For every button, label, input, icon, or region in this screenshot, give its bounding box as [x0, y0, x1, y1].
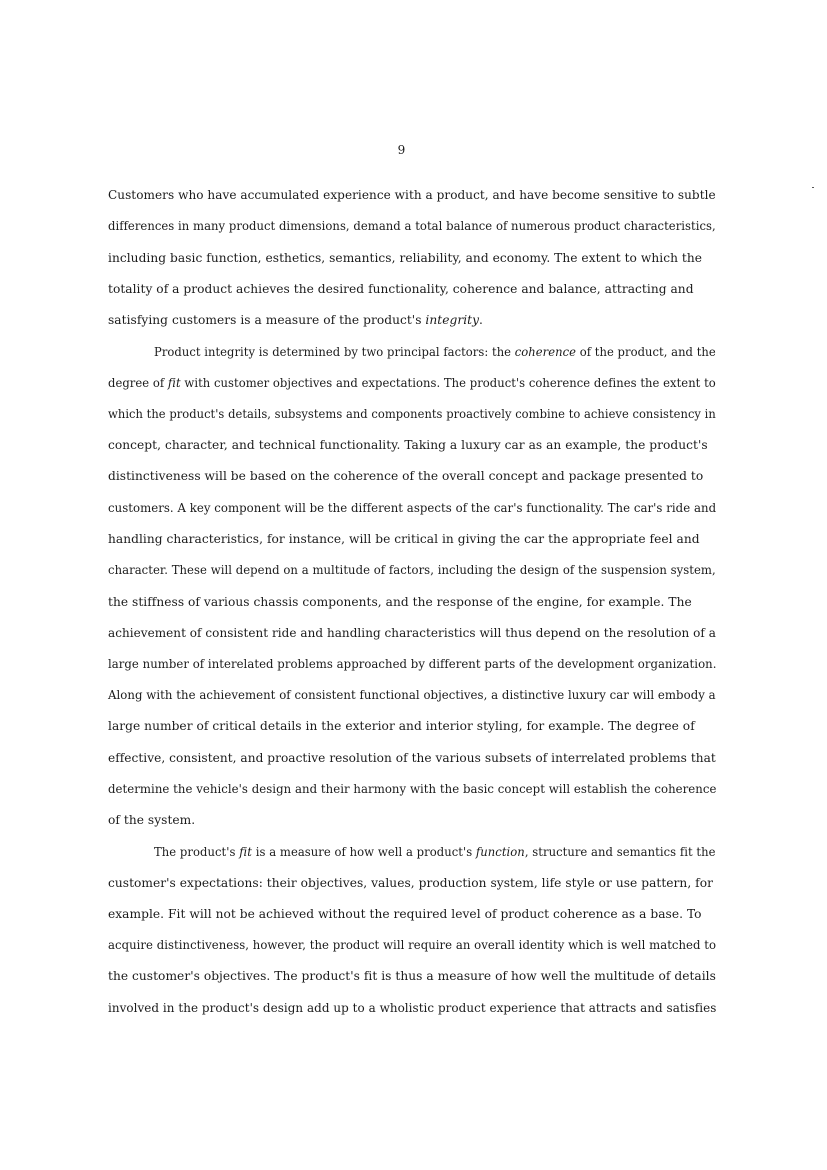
- text-line: distinctiveness will be based on the coherence of the overall concept and package presented to: [108, 469, 704, 483]
- text-line: degree of fit with customer objectives and expectations. The product's coherence defines the extent to: [108, 376, 716, 390]
- text-line: Product integrity is determined by two principal factors: the coherence of the product, and the: [154, 345, 716, 359]
- text-line: the stiffness of various chassis components, and the response of the engine, for example. The: [108, 595, 692, 609]
- text-line: handling characteristics, for instance, will be critical in giving the car the appropriate feel and: [108, 532, 700, 546]
- text-line: differences in many product dimensions, demand a total balance of numerous product characteristics,: [108, 219, 716, 233]
- text-line: which the product's details, subsystems and components proactively combine to achieve consistency in: [108, 407, 716, 421]
- text-line: character. These will depend on a multitude of factors, including the design of the suspension system,: [108, 563, 716, 577]
- text-line: achievement of consistent ride and handling characteristics will thus depend on the resolution of a: [108, 626, 716, 640]
- text-line: large number of critical details in the exterior and interior styling, for example. The degree of: [108, 719, 695, 733]
- text-line: Along with the achievement of consistent functional objectives, a distinctive luxury car will embody a: [108, 688, 716, 702]
- text-line: acquire distinctiveness, however, the product will require an overall identity which is well matched to: [108, 938, 717, 952]
- text-line: Customers who have accumulated experience with a product, and have become sensitive to subtle: [108, 188, 716, 202]
- text-line: totality of a product achieves the desired functionality, coherence and balance, attracting and: [108, 282, 694, 296]
- text-line: of the system.: [108, 813, 196, 827]
- text-line: customers. A key component will be the different aspects of the car's functionality. The car's ride and: [108, 501, 717, 515]
- text-line: including basic function, esthetics, semantics, reliability, and economy. The extent to which the: [108, 251, 702, 265]
- text-line: large number of interelated problems approached by different parts of the development organization.: [108, 657, 717, 671]
- text-line: customer's expectations: their objectives, values, production system, life style or use pattern, for: [108, 876, 713, 890]
- scan-mark: [812, 187, 814, 188]
- text-line: involved in the product's design add up to a wholistic product experience that attracts and satisfies: [108, 1001, 717, 1015]
- text-line: the customer's objectives. The product's fit is thus a measure of how well the multitude of details: [108, 969, 716, 983]
- text-line: effective, consistent, and proactive resolution of the various subsets of interrelated problems that: [108, 751, 716, 765]
- text-line: concept, character, and technical functionality. Taking a luxury car as an example, the product's: [108, 438, 708, 452]
- text-line: example. Fit will not be achieved without the required level of product coherence as a base. To: [108, 907, 702, 921]
- text-line: The product's fit is a measure of how well a product's function, structure and semantics fit the: [154, 845, 716, 859]
- page-number: 9: [397, 143, 406, 157]
- text-line: satisfying customers is a measure of the product's integrity.: [108, 313, 483, 327]
- text-line: determine the vehicle's design and their harmony with the basic concept will establish the coherence: [108, 782, 717, 796]
